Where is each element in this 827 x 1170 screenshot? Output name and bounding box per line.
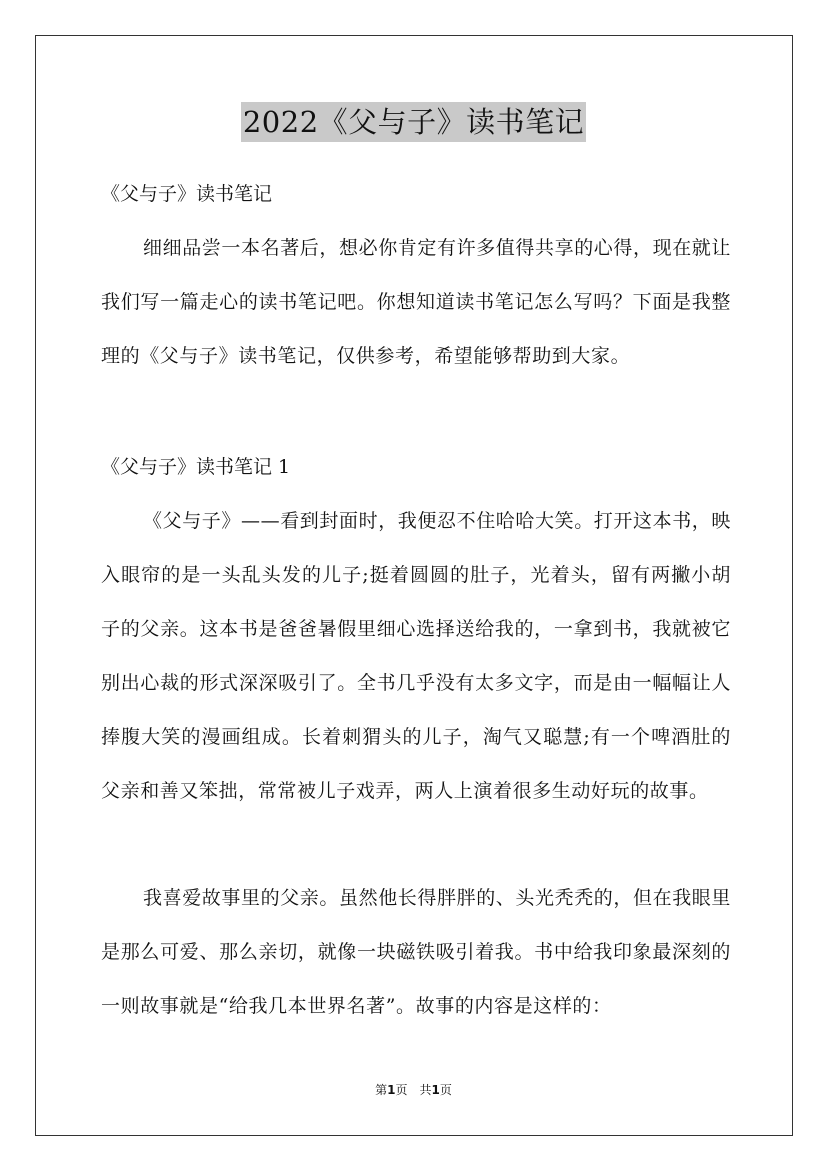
section-1-paragraph-1: 《父与子》——看到封面时，我便忍不住哈哈大笑。打开这本书，映入眼帘的是一头乱头发的儿子;挺着圆圆的肚子，光着头，留有两撇小胡子的父亲。这本书是爸爸暑假里细心选择送给我的，一拿到书，我就被它别出心裁的形式深深吸引了。全书几乎没有太多文字，而是由一幅幅让人捧腹大笑的漫画组成。长着刺猬头的儿子，淘气又聪慧;有一个啤酒肚的父亲和善又笨拙，常常被儿子戏弄，两人上演着很多生动好玩的故事。 [101,510,732,802]
footer-page-mid: 页 共 [395,1083,432,1097]
intro-heading: 《父与子》读书笔记 [101,183,273,205]
footer-page-current: 1 [387,1083,396,1097]
section-1-paragraph-2: 我喜爱故事里的父亲。虽然他长得胖胖的、头光秃秃的，但在我眼里是那么可爱、那么亲切，就像一块磁铁吸引着我。书中给我印象最深刻的一则故事就是“给我几本世界名著”。故事的内容是这样的： [101,887,732,1017]
document-title-text: 2022《父与子》读书笔记 [241,102,586,142]
document-title [0,101,827,141]
page-footer [0,1082,827,1098]
section-1-heading: 《父与子》读书笔记 1 [101,456,291,478]
footer-page-prefix: 第 [375,1083,388,1097]
footer-page-suffix: 页 [439,1083,452,1097]
footer-page-total: 1 [431,1083,440,1097]
intro-paragraph: 细细品尝一本名著后，想必你肯定有许多值得共享的心得，现在就让我们写一篇走心的读书笔记吧。你想知道读书笔记怎么写吗？下面是我整理的《父与子》读书笔记，仅供参考，希望能够帮助到大家。 [101,237,732,367]
